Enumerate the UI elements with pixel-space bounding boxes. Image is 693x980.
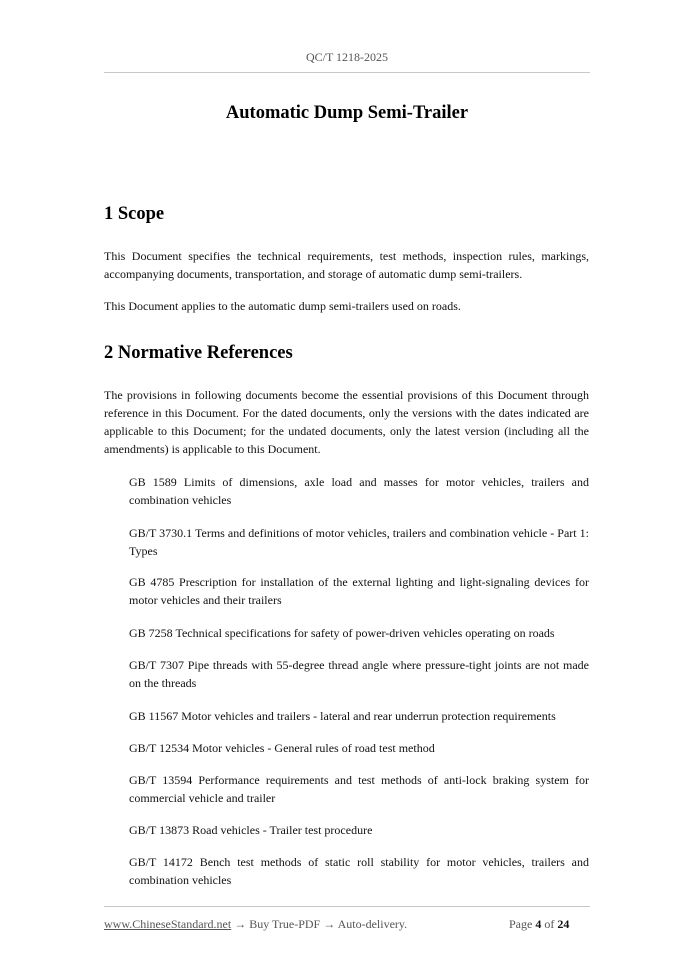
reference-item: GB/T 13594 Performance requirements and test methods of anti-lock braking system for commercial vehicle and trailer [129, 773, 589, 805]
section-heading-normative-references: 2 Normative References [104, 343, 293, 363]
document-title: Automatic Dump Semi-Trailer [225, 103, 469, 123]
reference-item: GB 1589 Limits of dimensions, axle load and masses for motor vehicles, trailers and combination vehicles [129, 475, 589, 507]
reference-item: GB/T 14172 Bench test methods of static roll stability for motor vehicles, trailers and combination vehicles [129, 855, 589, 887]
arrow-right-icon: → [234, 917, 247, 931]
page-total: 24 [557, 917, 570, 931]
page-of-label: of [544, 917, 555, 931]
footer-delivery-text: Auto-delivery. [337, 917, 408, 931]
page-indicator [509, 917, 569, 932]
reference-item: GB/T 3730.1 Terms and definitions of motor vehicles, trailers and combination vehicle - Part 1: Types [129, 526, 589, 558]
footer-site-link[interactable]: www.ChineseStandard.net [104, 917, 232, 931]
header-divider [104, 72, 590, 73]
reference-item: GB/T 12534 Motor vehicles - General rules of road test method [129, 741, 435, 755]
arrow-right-icon: → [323, 917, 336, 931]
page-current: 4 [535, 917, 542, 931]
section-heading-scope: 1 Scope [104, 204, 165, 224]
reference-item: GB 11567 Motor vehicles and trailers - lateral and rear underrun protection requirements [129, 709, 556, 723]
reference-item: GB 4785 Prescription for installation of the external lighting and light-signaling devices for motor vehicles and their trailers [129, 575, 589, 607]
page-header-doc-number: QC/T 1218-2025 [305, 50, 389, 64]
page-label: Page [509, 917, 533, 931]
scope-paragraph-1: This Document specifies the technical requirements, test methods, inspection rules, markings, accompanying documents, transportation, and storage of automatic dump semi-trailers. [104, 249, 589, 281]
footer-buy-link[interactable]: Buy True-PDF [249, 917, 321, 931]
footer-promo [104, 917, 407, 932]
reference-item: GB/T 7307 Pipe threads with 55-degree thread angle where pressure-tight joints are not made on the threads [129, 658, 589, 690]
reference-item: GB 7258 Technical specifications for safety of power-driven vehicles operating on roads [129, 626, 555, 640]
scope-paragraph-2: This Document applies to the automatic dump semi-trailers used on roads. [104, 299, 461, 313]
normative-intro-paragraph: The provisions in following documents become the essential provisions of this Document through reference in this Document. For the dated documents, only the versions with the dates indicated are applicable to this Document; for the undated documents, only the latest version (including all the amendments) is applicable to this Document. [104, 388, 589, 456]
footer-divider [104, 906, 590, 907]
reference-item: GB/T 13873 Road vehicles - Trailer test procedure [129, 823, 373, 837]
